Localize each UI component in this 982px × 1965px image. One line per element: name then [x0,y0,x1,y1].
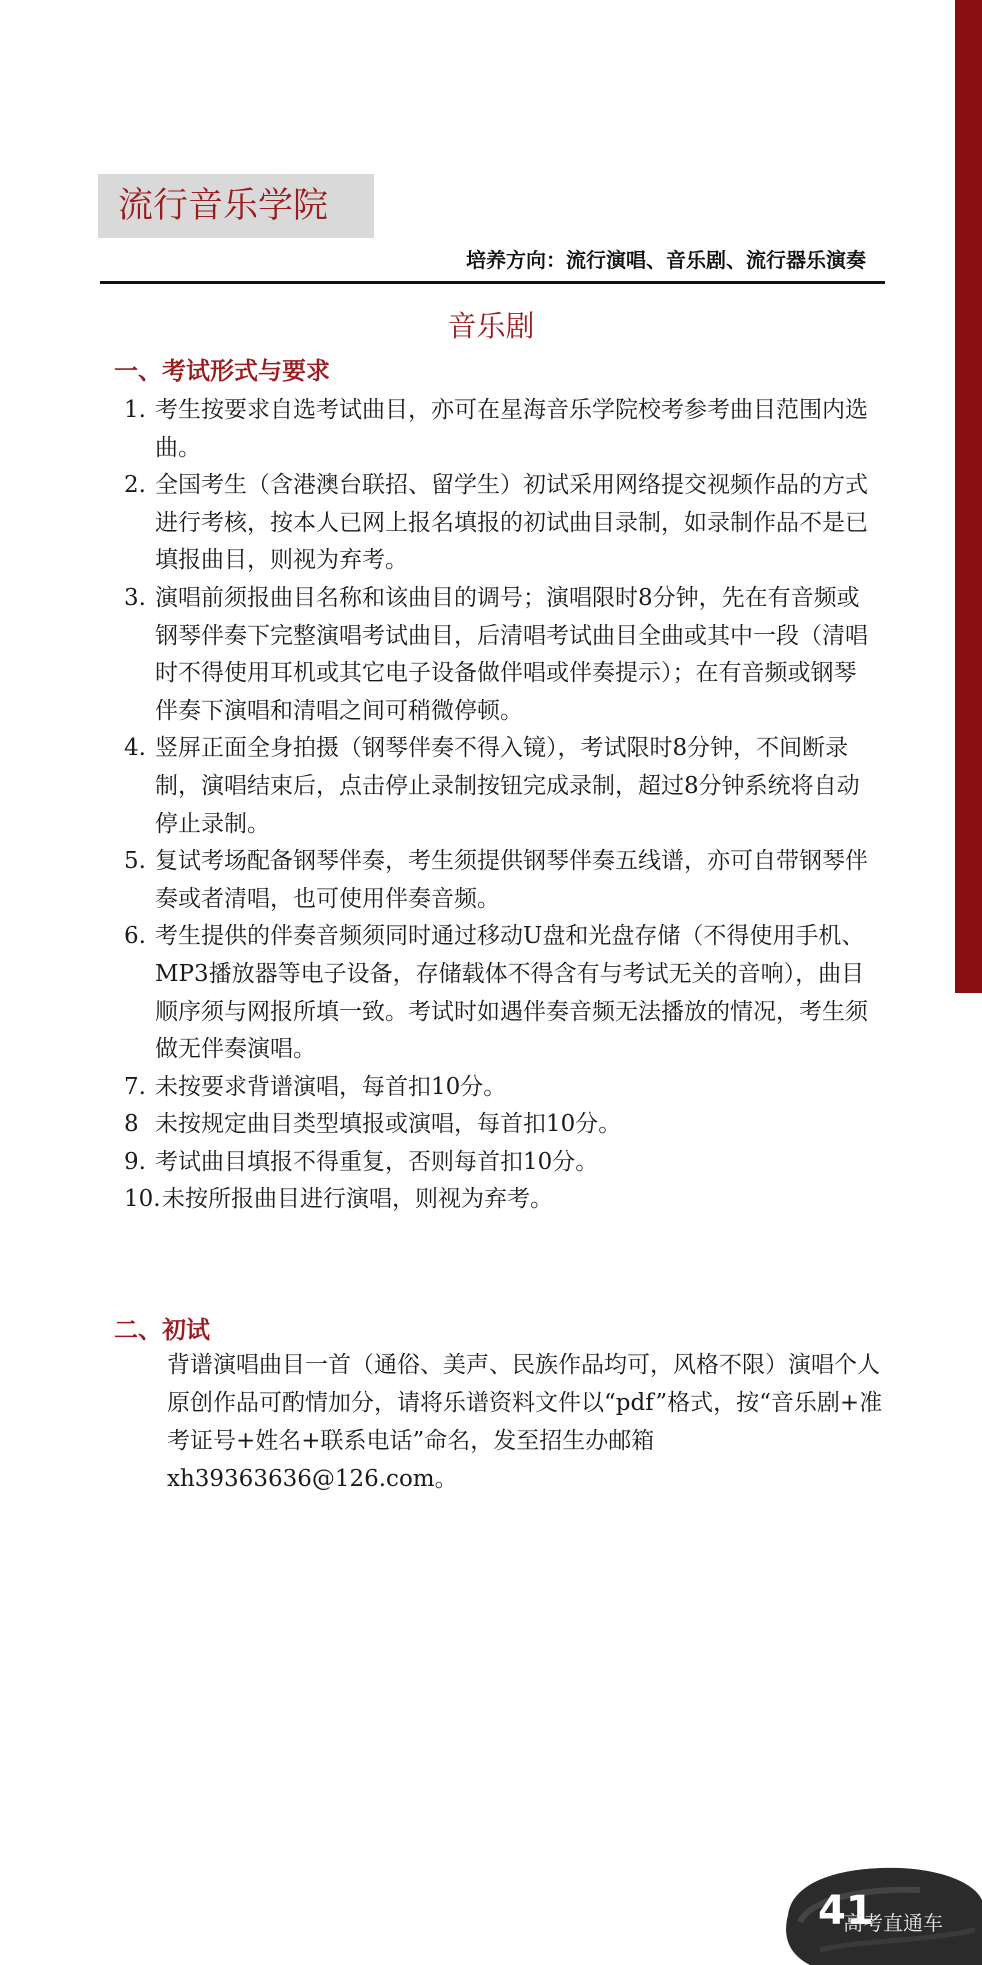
header-divider [100,281,885,284]
training-direction: 培养方向：流行演唱、音乐剧、流行器乐演奏 [466,248,866,272]
part1-heading: 一、考试形式与要求 [114,356,330,385]
list-item: 2. 全国考生（含港澳台联招、留学生）初试采用网络提交视频作品的方式进行考核，按本人已网上报名填报的初试曲目录制，如录制作品不是已填报曲目，则视为弃考。 [124,472,868,574]
list-item: 6. 考生提供的伴奏音频须同时通过移动U盘和光盘存储（不得使用手机、MP3播放器等电子设备，存储载体不得含有与考试无关的音响），曲目顺序须与网报所填一致。考试时如遇伴奏音频无法播放的情况，考生须做无伴奏演唱。 [124,923,868,1063]
part2-heading: 二、初试 [114,1315,210,1344]
list-item: 4. 竖屏正面全身拍摄（钢琴伴奏不得入镜），考试限时8分钟，不间断录制，演唱结束后，点击停止录制按钮完成录制，超过8分钟系统将自动停止录制。 [124,735,860,837]
requirements-list [124,392,870,1219]
preliminary-exam-text: 背谱演唱曲目一首（通俗、美声、民族作品均可，风格不限）演唱个人原创作品可酌情加分，请将乐谱资料文件以“pdf”格式，按“音乐剧+准考证号+姓名+联系电话”命名，发至招生办邮箱xh39363636@126.com。 [167,1352,883,1492]
school-title: 流行音乐学院 [118,186,329,226]
section-title: 音乐剧 [447,309,535,343]
list-item: 9. 考试曲目填报不得重复，否则每首扣10分。 [124,1148,599,1175]
side-accent-bar [955,0,982,993]
list-item: 1. 考生按要求自选考试曲目，亦可在星海音乐学院校考参考曲目范围内选曲。 [124,397,868,461]
list-item: 8 未按规定曲目类型填报或演唱，每首扣10分。 [124,1111,622,1138]
list-item: 7. 未按要求背谱演唱，每首扣10分。 [124,1073,507,1100]
list-item: 3. 演唱前须报曲目名称和该曲目的调号；演唱限时8分钟，先在有音频或钢琴伴奏下完整演唱考试曲目，后清唱考试曲目全曲或其中一段（清唱时不得使用耳机或其它电子设备做伴唱或伴奏提示）；在有音频或钢琴伴奏下演唱和清唱之间可稍微停顿。 [124,584,868,724]
page-number: 41 [818,1888,874,1934]
list-item: 5. 复试考场配备钢琴伴奏，考生须提供钢琴伴奏五线谱，亦可自带钢琴伴奏或者清唱，也可使用伴奏音频。 [124,848,868,912]
list-item: 10. 未按所报曲目进行演唱，则视为弃考。 [124,1186,553,1213]
watermark: 高考直通车 [843,1911,943,1935]
